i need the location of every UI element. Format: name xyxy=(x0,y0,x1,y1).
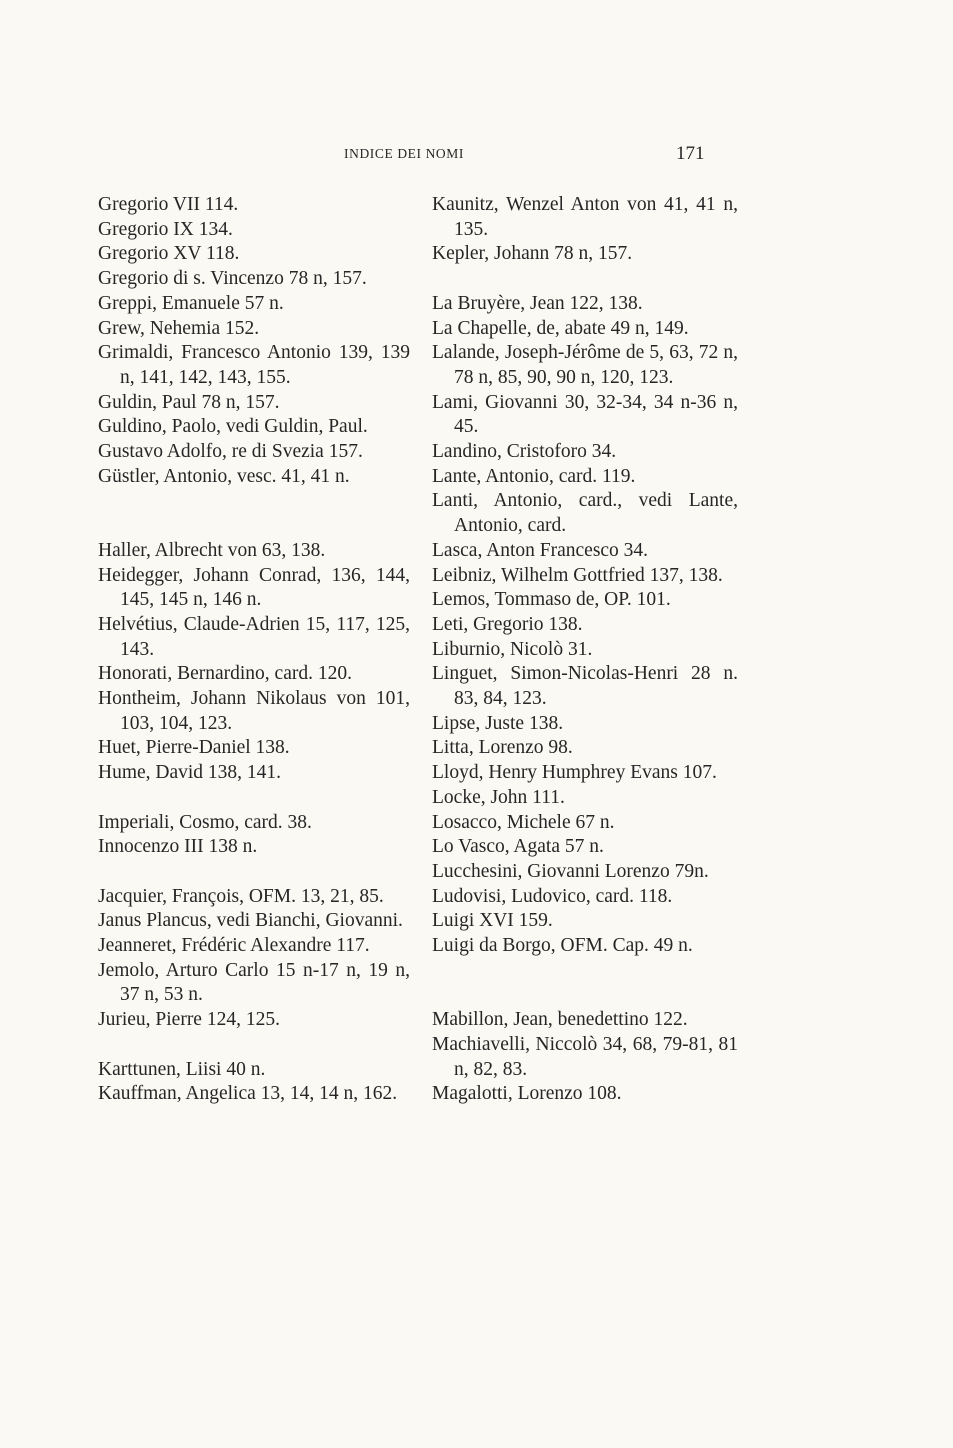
index-entry: Hontheim, Johann Nikolaus von 101, 103, 104, 123. xyxy=(98,688,410,734)
index-entry: Jacquier, François, OFM. 13, 21, 85. xyxy=(98,885,384,907)
index-entry: Jeanneret, Frédéric Alexandre 117. xyxy=(98,935,370,957)
index-entry: La Chapelle, de, abate 49 n, 149. xyxy=(432,317,689,339)
index-entry: Lanti, Antonio, card., vedi Lante, Antonio, card. xyxy=(432,490,738,537)
index-entry: Luigi da Borgo, OFM. Cap. 49 n. xyxy=(432,935,693,957)
section-gap xyxy=(432,267,738,292)
section-gap xyxy=(98,860,410,885)
index-entry: Gustavo Adolfo, re di Svezia 157. xyxy=(98,441,363,463)
index-entry: Liburnio, Nicolò 31. xyxy=(432,638,593,660)
page-number: 171 xyxy=(676,143,705,164)
index-entry: Lipse, Juste 138. xyxy=(432,712,564,734)
index-entry: Guldino, Paolo, vedi Guldin, Paul. xyxy=(98,416,368,438)
index-entry: Luigi XVI 159. xyxy=(432,910,553,932)
index-entry: Leibniz, Wilhelm Gottfried 137, 138. xyxy=(432,564,723,586)
index-entry: Gregorio VII 114. xyxy=(98,194,239,215)
index-entry: Landino, Cristoforo 34. xyxy=(432,441,617,463)
index-entry: Ludovisi, Ludovico, card. 118. xyxy=(432,885,673,907)
page-header xyxy=(0,143,953,170)
index-entry: Huet, Pierre-Daniel 138. xyxy=(98,737,290,759)
section-gap xyxy=(98,489,410,514)
index-entry: Lloyd, Henry Humphrey Evans 107. xyxy=(432,762,717,784)
index-entry: Gregorio IX 134. xyxy=(98,218,233,240)
index-entry: Lucchesini, Giovanni Lorenzo 79n. xyxy=(432,860,709,882)
index-entry: Lante, Antonio, card. 119. xyxy=(432,465,636,487)
section-gap xyxy=(98,514,410,539)
index-entry: Lo Vasco, Agata 57 n. xyxy=(432,836,604,858)
index-entry: Litta, Lorenzo 98. xyxy=(432,737,573,759)
index-entry: Gregorio di s. Vincenzo 78 n, 157. xyxy=(98,268,367,290)
index-entry: Kaunitz, Wenzel Anton von 41, 41 n, 135. xyxy=(432,194,738,240)
section-gap xyxy=(432,959,738,984)
index-entry: Linguet, Simon-Nicolas-Henri 28 n. 83, 84, 123. xyxy=(432,663,738,710)
index-entry: Heidegger, Johann Conrad, 136, 144, 145, 145 n, 146 n. xyxy=(98,564,410,611)
index-entry: Jemolo, Arturo Carlo 15 n-17 n, 19 n, 37 n, 53 n. xyxy=(98,959,410,1006)
index-entry: Kepler, Johann 78 n, 157. xyxy=(432,243,633,265)
index-entry: Helvétius, Claude-Adrien 15, 117, 125, 143. xyxy=(98,613,410,660)
index-entry: Innocenzo III 138 n. xyxy=(98,836,258,858)
index-entry: Kauffman, Angelica 13, 14, 14 n, 162. xyxy=(98,1083,398,1105)
index-entry: Lemos, Tommaso de, OP. 101. xyxy=(432,589,671,611)
index-entry: La Bruyère, Jean 122, 138. xyxy=(432,292,643,314)
index-entry: Gregorio XV 118. xyxy=(98,243,240,265)
index-entry: Hume, David 138, 141. xyxy=(98,762,282,784)
running-title: INDICE DEI NOMI xyxy=(344,146,464,161)
index-entry: Lalande, Joseph-Jérôme de 5, 63, 72 n, 78 n, 85, 90, 90 n, 120, 123. xyxy=(432,342,738,388)
index-entry: Guldin, Paul 78 n, 157. xyxy=(98,391,280,413)
index-entry: Lami, Giovanni 30, 32-34, 34 n-36 n, 45. xyxy=(432,391,738,438)
index-entry: Losacco, Michele 67 n. xyxy=(432,811,615,833)
index-entry: Jurieu, Pierre 124, 125. xyxy=(98,1009,280,1031)
index-entry: Greppi, Emanuele 57 n. xyxy=(98,292,284,314)
index-entry: Grimaldi, Francesco Antonio 139, 139 n, 141, 142, 143, 155. xyxy=(98,342,410,388)
index-entry: Lasca, Anton Francesco 34. xyxy=(432,539,649,561)
section-gap xyxy=(432,983,738,1008)
index-entry: Magalotti, Lorenzo 108. xyxy=(432,1083,622,1105)
right-column xyxy=(432,193,738,1107)
index-entry: Imperiali, Cosmo, card. 38. xyxy=(98,811,312,833)
index-entry: Mabillon, Jean, benedettino 122. xyxy=(432,1009,688,1031)
index-entry: Locke, John 111. xyxy=(432,786,565,808)
index-entry: Güstler, Antonio, vesc. 41, 41 n. xyxy=(98,465,350,487)
section-gap xyxy=(98,1033,410,1058)
index-entry: Haller, Albrecht von 63, 138. xyxy=(98,539,326,561)
index-entry: Janus Plancus, vedi Bianchi, Giovanni. xyxy=(98,910,403,932)
index-entry: Grew, Nehemia 152. xyxy=(98,317,260,339)
index-entry: Machiavelli, Niccolò 34, 68, 79-81, 81 n, 82, 83. xyxy=(432,1033,738,1080)
left-column xyxy=(98,193,410,1107)
index-entry: Karttunen, Liisi 40 n. xyxy=(98,1058,266,1080)
index-entry: Honorati, Bernardino, card. 120. xyxy=(98,663,352,685)
section-gap xyxy=(98,786,410,811)
index-entry: Leti, Gregorio 138. xyxy=(432,613,583,635)
